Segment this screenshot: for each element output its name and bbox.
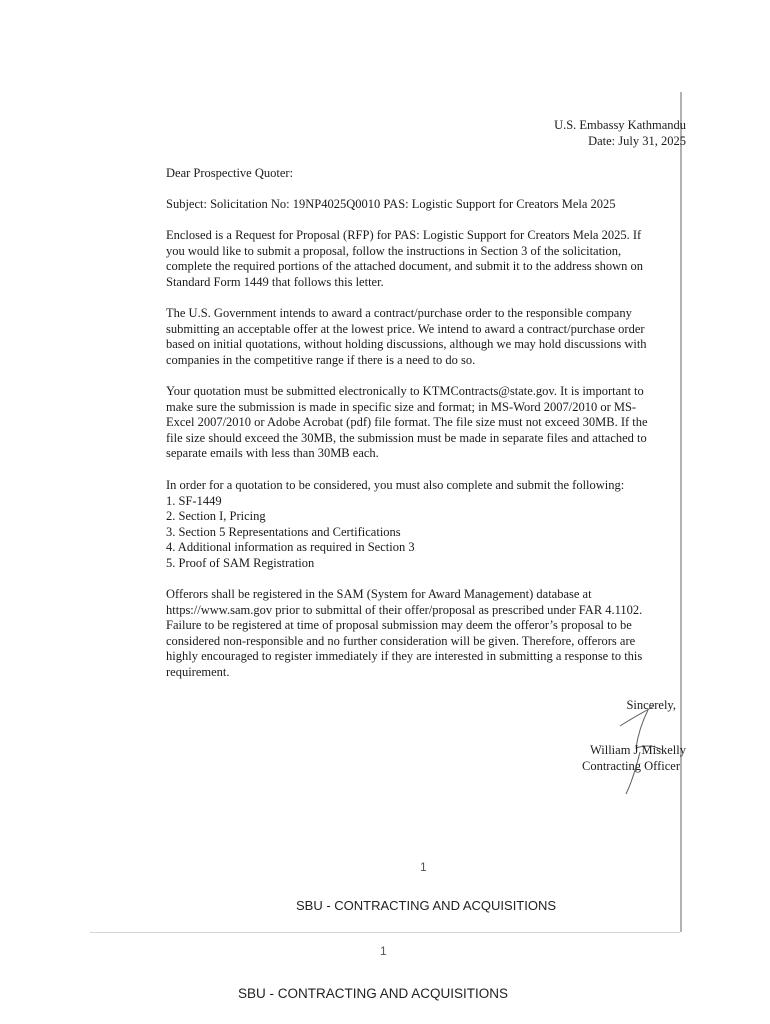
scanned-footer: SBU - CONTRACTING AND ACQUISITIONS (296, 898, 557, 913)
paragraph-line: submitting an acceptable offer at the lowest price. We intend to award a contract/purchase order (166, 321, 645, 336)
letter-date: Date: July 31, 2025 (588, 134, 686, 148)
paragraph-line: file size should exceed the 30MB, the submission must be made in separate files and attached to (166, 430, 647, 445)
sender-address: U.S. Embassy Kathmandu (554, 118, 686, 132)
paragraph-line: companies in the competitive range if there is a need to do so. (166, 352, 476, 367)
subject-line: Subject: Solicitation No: 19NP4025Q0010 PAS: Logistic Support for Creators Mela 2025 (166, 197, 616, 211)
closing: Sincerely, (626, 698, 676, 712)
paragraph-line: Excel 2007/2010 or Adobe Acrobat (pdf) file format. The file size must not exceed 30MB. If the (166, 415, 648, 429)
page-divider (90, 932, 680, 933)
signer-name: William J Miskelly (589, 743, 686, 757)
paragraph-rfp (166, 228, 678, 290)
list-item: 2. Section I, Pricing (166, 509, 266, 523)
paragraph-line: Offerors shall be registered in the SAM (System for Award Management) database at (166, 587, 592, 601)
scanned-page-number: 1 (420, 860, 427, 874)
paragraph-line: make sure the submission is made in specific size and format; in MS-Word 2007/2010 or MS- (166, 399, 637, 414)
paragraph-line: The U.S. Government intends to award a contract/purchase order to the responsible company (166, 306, 632, 320)
paragraph-line: separate emails with less than 30MB each. (166, 446, 379, 460)
salutation: Dear Prospective Quoter: (166, 166, 294, 180)
list-item: 1. SF-1449 (166, 493, 222, 508)
paragraph-award (166, 306, 678, 368)
page-number: 1 (380, 944, 387, 958)
scan-edge-line (680, 92, 682, 932)
paragraph-line: requirement. (166, 664, 230, 679)
signer-title: Contracting Officer (582, 759, 680, 773)
list-item: 5. Proof of SAM Registration (166, 555, 315, 570)
paragraph-submission (166, 384, 678, 462)
requirements-list (166, 478, 678, 571)
paragraph-line: based on initial quotations, without holding discussions, although we may hold discussions with (166, 337, 647, 351)
paragraph-line: considered non-responsible and no further consideration will be given. Therefore, offerors are (166, 633, 636, 648)
list-item: 4. Additional information as required in Section 3 (166, 540, 415, 554)
page-footer: SBU - CONTRACTING AND ACQUISITIONS (238, 986, 509, 1001)
paragraph-line: Your quotation must be submitted electronically to KTMContracts@state.gov. It is important to (166, 384, 644, 398)
paragraph-line: Standard Form 1449 that follows this letter. (166, 274, 384, 289)
paragraph-line: highly encouraged to register immediately if they are interested in submitting a response to this (166, 649, 643, 663)
paragraph-line: https://www.sam.gov prior to submittal of their offer/proposal as prescribed under FAR 4.1102. (166, 602, 643, 617)
paragraph-line: Enclosed is a Request for Proposal (RFP) for PAS: Logistic Support for Creators Mela 2025. If (166, 228, 642, 242)
paragraph-line: you would like to submit a proposal, follow the instructions in Section 3 of the solicitation, (166, 243, 622, 258)
paragraph-line: complete the required portions of the attached document, and submit it to the address shown on (166, 259, 643, 273)
list-intro: In order for a quotation to be considered, you must also complete and submit the following: (166, 478, 625, 492)
list-item: 3. Section 5 Representations and Certifications (166, 524, 401, 539)
paragraph-line: Failure to be registered at time of proposal submission may deem the offeror’s proposal to be (166, 618, 632, 632)
paragraph-sam (166, 587, 678, 680)
